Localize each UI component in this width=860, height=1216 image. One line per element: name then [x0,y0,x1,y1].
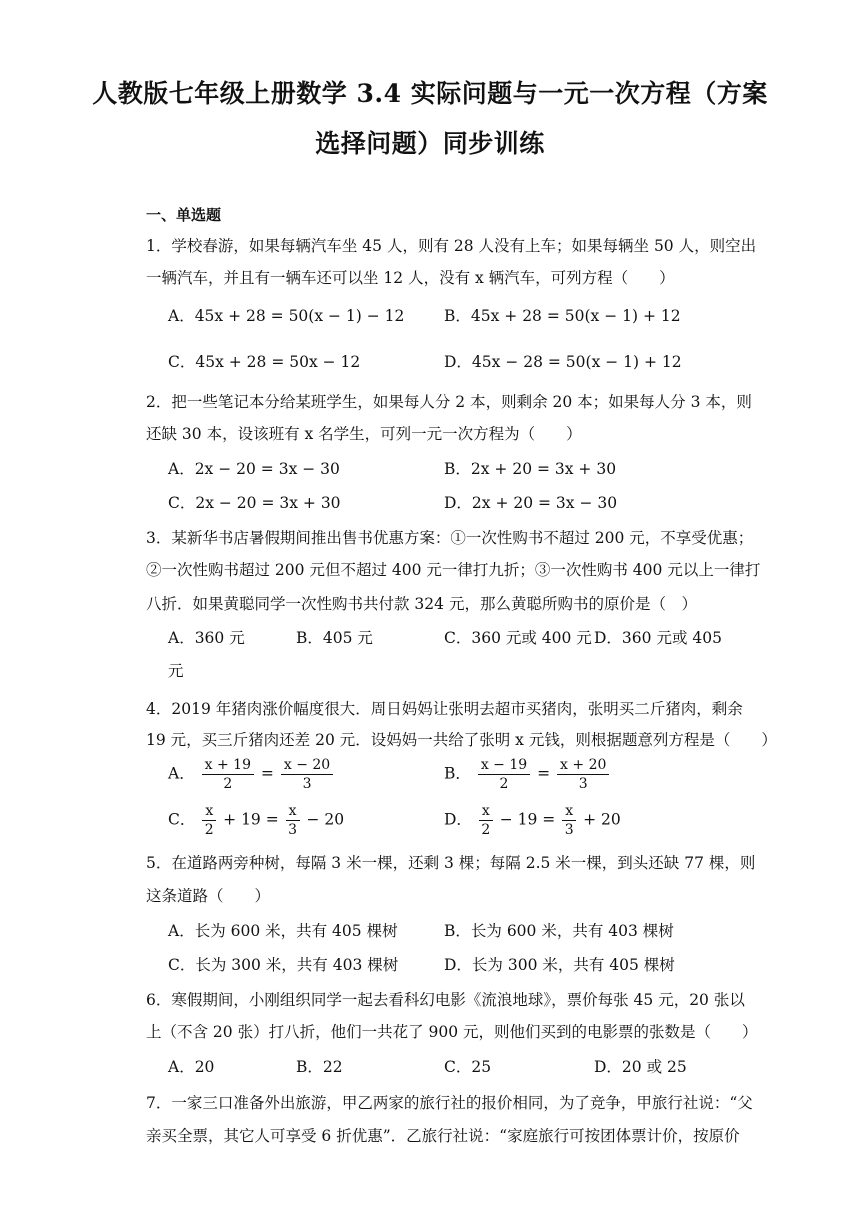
q3-stem-line1: 3．某新华书店暑假期间推出售书优惠方案：①一次性购书不超过 200 元，不享受优惠； [146,529,754,547]
q1-option-d: D．45x − 28 = 50(x − 1) + 12 [444,353,682,371]
q2-stem-line1: 2．把一些笔记本分给某班学生，如果每人分 2 本，则剩余 20 本；如果每人分 3 本，则 [146,393,752,411]
q6-option-d: D．20 或 25 [594,1058,687,1076]
q4-b-denominator-left: 2 [499,776,509,792]
q1-option-c: C．45x + 28 = 50x − 12 [168,353,361,371]
section-heading: 一、单选题 [146,206,222,224]
q4-option-c [168,802,344,839]
q4-c-denominator-left: 2 [204,822,214,838]
q3-option-c: C．360 元或 400 元 [444,629,592,647]
q5-stem-line1: 5．在道路两旁种树，每隔 3 米一棵，还剩 3 棵；每隔 2.5 米一棵，到头还缺 77 棵，则 [146,854,756,872]
q1-option-b: B．45x + 28 = 50(x − 1) + 12 [444,307,681,325]
q4-option-a [168,756,335,793]
q3-option-a: A．360 元 [168,629,245,647]
q4-c-numerator-right: x [286,802,300,821]
q5-option-a: A．长为 600 米，共有 405 棵树 [168,922,398,940]
q4-c-denominator-right: 3 [288,822,298,838]
q4-b-equals: = [537,764,551,783]
page-title-line1: 人教版七年级上册数学 3.4 实际问题与一元一次方程（方案 [92,79,768,108]
q3-option-b: B．405 元 [296,629,373,647]
q7-stem-line2: 亲买全票，其它人可享受 6 折优惠”．乙旅行社说：“家庭旅行可按团体票计价，按原价 [146,1127,740,1145]
q4-option-b-label: B． [444,764,471,783]
q4-a-numerator-left: x + 19 [202,756,254,775]
q4-a-denominator-left: 2 [223,776,233,792]
q1-option-a: A．45x + 28 = 50(x − 1) − 12 [168,307,405,325]
q6-stem-line1: 6．寒假期间，小刚组织同学一起去看科幻电影《流浪地球》，票价每张 45 元，20 张以 [146,991,745,1009]
q3-option-d-continuation: 元 [168,662,184,680]
page-title-line2: 选择问题）同步训练 [315,129,545,158]
q6-option-b: B．22 [296,1058,343,1076]
q4-option-b [444,756,611,793]
q4-d-denominator-left: 2 [481,822,491,838]
q1-stem-line1: 1．学校春游，如果每辆汽车坐 45 人，则有 28 人没有上车；如果每辆坐 50 人，则空出 [146,237,757,255]
q4-a-denominator-right: 3 [302,776,312,792]
q3-stem-line3: 八折．如果黄聪同学一次性购书共付款 324 元，那么黄聪所购书的原价是（ ） [146,595,697,613]
q4-a-numerator-right: x − 20 [281,756,333,775]
q4-c-middle: + 19 = [223,810,279,829]
q2-option-d: D．2x + 20 = 3x − 30 [444,494,618,512]
q4-a-equals: = [260,764,274,783]
q5-option-d: D．长为 300 米，共有 405 棵树 [444,956,675,974]
q6-option-a: A．20 [168,1058,215,1076]
q4-d-middle: − 19 = [499,810,556,829]
q4-b-numerator-left: x − 19 [478,756,530,775]
q4-option-d [444,802,621,839]
q4-d-end: + 20 [583,810,621,829]
q6-stem-line2: 上（不含 20 张）打八折，他们一共花了 900 元，则他们买到的电影票的张数是（ ） [146,1023,758,1041]
q2-stem-line2: 还缺 30 本，设该班有 x 名学生，可列一元一次方程为（ ） [146,425,582,443]
q7-stem-line1: 7．一家三口准备外出旅游，甲乙两家的旅行社的报价相同，为了竞争，甲旅行社说：“父 [146,1094,753,1112]
q2-option-b: B．2x + 20 = 3x + 30 [444,460,617,478]
q3-stem-line2: ②一次性购书超过 200 元但不超过 400 元一律打九折；③一次性购书 400 元以上一律打 [146,561,761,579]
q4-b-numerator-right: x + 20 [557,756,609,775]
q5-option-c: C．长为 300 米，共有 403 棵树 [168,956,399,974]
q4-option-a-label: A． [168,764,195,783]
q4-stem-line1: 4．2019 年猪肉涨价幅度很大．周日妈妈让张明去超市买猪肉，张明买二斤猪肉，剩余 [146,700,743,718]
q4-stem-line2: 19 元，买三斤猪肉还差 20 元．设妈妈一共给了张明 x 元钱，则根据题意列方程是（ ） [146,731,777,749]
q4-c-numerator-left: x [202,802,216,821]
q6-option-c: C．25 [444,1058,492,1076]
q2-option-a: A．2x − 20 = 3x − 30 [168,460,340,478]
q1-stem-line2: 一辆汽车，并且有一辆车还可以坐 12 人，没有 x 辆汽车，可列方程（ ） [146,269,675,287]
q4-option-d-label: D． [444,810,472,829]
q4-d-numerator-right: x [562,802,576,821]
q4-option-c-label: C． [168,810,196,829]
q5-stem-line2: 这条道路（ ） [146,887,271,905]
q4-d-denominator-right: 3 [564,822,574,838]
q4-d-numerator-left: x [479,802,493,821]
q4-b-denominator-right: 3 [578,776,588,792]
q5-option-b: B．长为 600 米，共有 403 棵树 [444,922,674,940]
q2-option-c: C．2x − 20 = 3x + 30 [168,494,341,512]
q3-option-d: D．360 元或 405 [594,629,722,647]
q4-c-end: − 20 [306,810,345,829]
